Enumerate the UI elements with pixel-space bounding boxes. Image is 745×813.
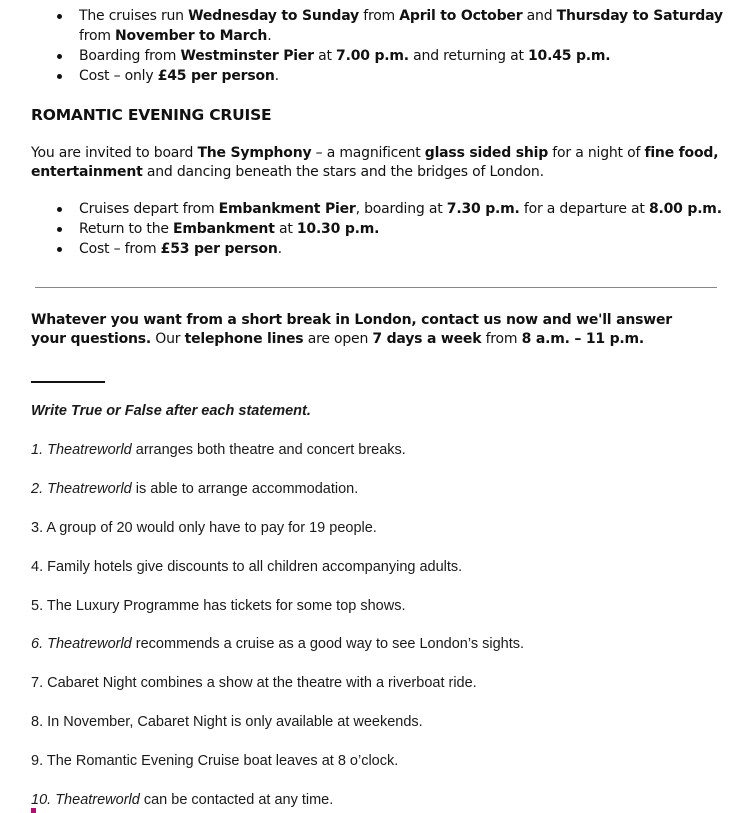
question-2: 2. Theatreworld is able to arrange accommodation. — [31, 481, 359, 497]
romantic-bullet-return: Return to the Embankment at 10.30 p.m. — [55, 219, 735, 239]
question-7: 7. Cabaret Night combines a show at the theatre with a riverboat ride. — [31, 675, 477, 691]
cabaret-details-list — [55, 6, 735, 86]
romantic-bullet-departure: Cruises depart from Embankment Pier, boarding at 7.30 p.m. for a departure at 8.00 p.m. — [55, 199, 735, 219]
question-9: 9. The Romantic Evening Cruise boat leaves at 8 o’clock. — [31, 753, 399, 769]
comment-marker-icon[interactable] — [31, 808, 36, 813]
section-divider — [35, 287, 717, 288]
exercise-instruction: Write True or False after each statement. — [31, 403, 311, 419]
romantic-bullet-cost: Cost – from £53 per person. — [55, 239, 735, 259]
romantic-cruise-intro: You are invited to board The Symphony – a magnificent glass sided ship for a night of fine food, entertainment and dancing beneath the stars and the bridges of London. — [31, 145, 719, 180]
romantic-cruise-heading: ROMANTIC EVENING CRUISE — [31, 106, 272, 124]
question-4: 4. Family hotels give discounts to all children accompanying adults. — [31, 559, 463, 575]
question-6: 6. Theatreworld recommends a cruise as a good way to see London’s sights. — [31, 636, 525, 652]
contact-paragraph: Whatever you want from a short break in London, contact us now and we'll answer your questions. Our telephone lines are open 7 days a week from 8 a.m. – 11 p.m. — [31, 312, 672, 347]
question-5: 5. The Luxury Programme has tickets for some top shows. — [31, 598, 406, 614]
question-8: 8. In November, Cabaret Night is only available at weekends. — [31, 714, 423, 730]
cabaret-bullet-boarding: Boarding from Westminster Pier at 7.00 p.m. and returning at 10.45 p.m. — [55, 46, 735, 66]
question-10: 10. Theatreworld can be contacted at any time. — [31, 792, 334, 808]
question-1: 1. Theatreworld arranges both theatre and concert breaks. — [31, 442, 406, 458]
romantic-details-list — [55, 199, 735, 259]
short-separator — [31, 381, 105, 383]
cabaret-bullet-cost: Cost – only £45 per person. — [55, 66, 735, 86]
cabaret-bullet-schedule: The cruises run Wednesday to Sunday from April to October and Thursday to Saturday from November to March. — [55, 6, 735, 46]
question-3: 3. A group of 20 would only have to pay for 19 people. — [31, 520, 377, 536]
